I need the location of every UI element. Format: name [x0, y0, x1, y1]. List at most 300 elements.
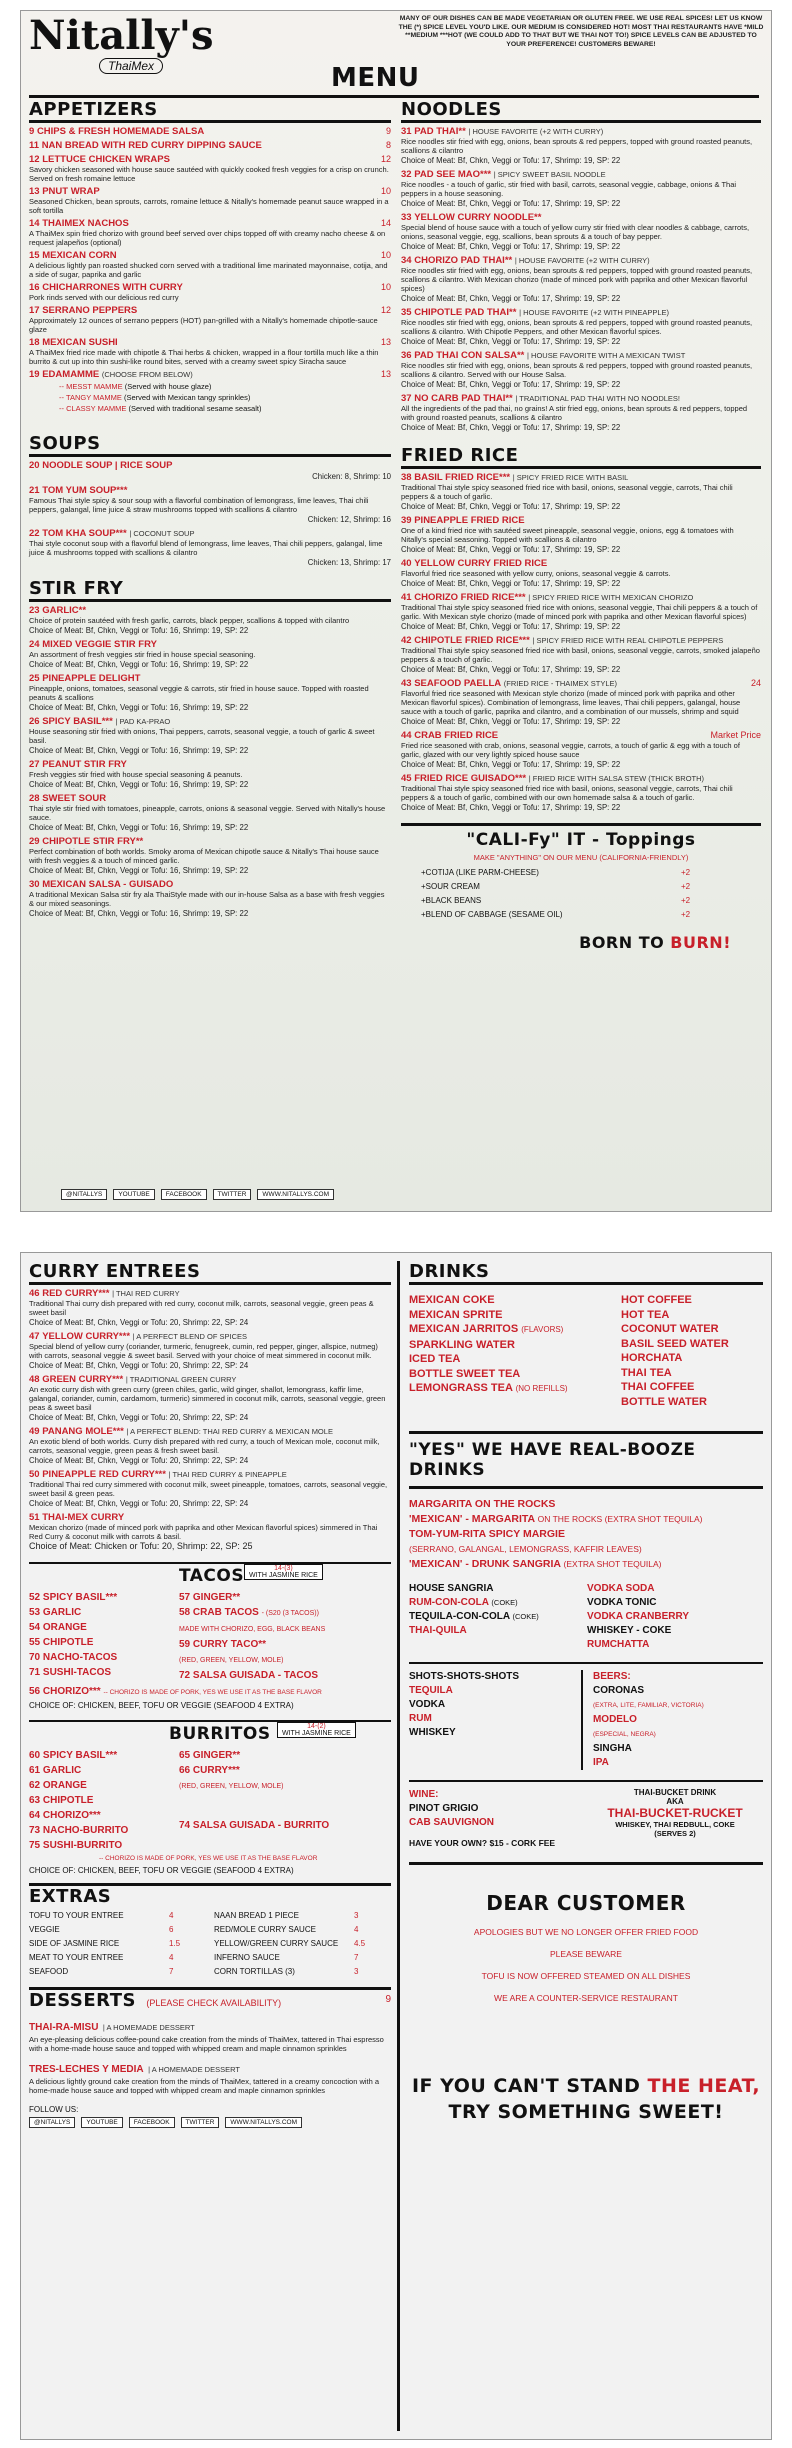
- edamame-desc: (Served with Mexican tangy sprinkles): [124, 393, 251, 402]
- item-head: [29, 250, 391, 261]
- item-tag: | PAD KA-PRAO: [115, 717, 171, 726]
- item-name: SWEET SOUR: [42, 793, 107, 804]
- menu-item: [29, 154, 391, 183]
- dish-option: [179, 1605, 389, 1621]
- soups-list: [29, 460, 391, 568]
- special-name: MARGARITA ON THE ROCKS: [409, 1498, 556, 1510]
- social-link[interactable]: WWW.NITALLYS.COM: [257, 1189, 334, 1200]
- tacos-price-box: [244, 1564, 323, 1580]
- booze-special: [409, 1557, 763, 1572]
- beers-title: BEERS:: [592, 1671, 631, 1682]
- wine-box: [409, 1788, 587, 1848]
- item-choice: Choice of Meat: Bf, Chkn, Veggi or Tofu: 17, Shrimp: 19, SP: 22: [401, 380, 621, 389]
- item-name: PINEAPPLE DELIGHT: [42, 673, 141, 684]
- beer-tag: (ESPECIAL, NEGRA): [592, 1731, 656, 1738]
- item-head: [401, 472, 761, 483]
- item-price: 12: [380, 154, 391, 164]
- drink-name: SPARKLING WATER: [409, 1338, 515, 1351]
- item-name: NAN BREAD WITH RED CURRY DIPPING SAUCE: [41, 140, 262, 151]
- dish-option: [29, 1763, 179, 1778]
- item-head: [29, 337, 391, 348]
- right-column-2: [409, 1261, 763, 2125]
- item-head: [29, 1469, 391, 1480]
- drink-item: [409, 1338, 621, 1353]
- booze-item: [409, 1596, 587, 1610]
- social-link[interactable]: TWITTER: [213, 1189, 252, 1200]
- item-name: MEXICAN CORN: [42, 250, 117, 261]
- dish-name: NACHO-BURRITO: [42, 1825, 129, 1836]
- item-choice: Choice of Meat: Bf, Chkn, Veggi or Tofu: 16, Shrimp: 19, SP: 22: [29, 660, 249, 669]
- dish-number: 60: [29, 1750, 41, 1761]
- item-head: [29, 528, 391, 539]
- menu-item: [29, 1374, 391, 1423]
- drink-tag: (FLAVORS): [521, 1325, 564, 1334]
- item-desc: Approximately 12 ounces of serrano peppers (HOT) pan-grilled with a Nitally's homemade chipotle-sauce glaze: [29, 316, 378, 334]
- item-desc: Thai style coconut soup with a flavorful blend of lemongrass, lime leaves, Thai chili peppers, galangal, lime juice & mushrooms topped with scallions & cilantro: [29, 539, 383, 557]
- item-desc: Rice noodles stir fried with egg, onions, bean sprouts & red peppers, topped with ground roasted peanuts, scallions & cilantro. With Mexican chorizo (made of minced pork with paprika and other Mexican flavorful spices): [401, 266, 753, 293]
- extra-name: SEAFOOD: [29, 1967, 69, 1976]
- dish-name: CRAB TACOS: [192, 1607, 259, 1618]
- item-desc: An assortment of fresh veggies stir fried in house special seasoning.: [29, 650, 256, 659]
- dish-option: [29, 1620, 179, 1635]
- booze-left: [409, 1582, 587, 1652]
- item-tag: | HOUSE FAVORITE (+2 WITH PINEAPPLE): [519, 308, 670, 317]
- beer-item: [593, 1756, 763, 1770]
- item-head: [401, 678, 761, 689]
- drink-item: [409, 1293, 621, 1308]
- item-name: CHORIZO FRIED RICE***: [414, 592, 526, 603]
- item-number: 35: [401, 307, 412, 318]
- menu-item: [29, 337, 391, 366]
- item-number: 48: [29, 1374, 40, 1385]
- extra-item: [29, 1923, 214, 1937]
- drink-item: HOT COFFEE: [621, 1294, 692, 1306]
- item-choice: Choice of Meat: Bf, Chkn, Veggi or Tofu: 17, Shrimp: 19, SP: 22: [401, 337, 621, 346]
- item-head: [29, 126, 391, 137]
- item-desc: Pork rinds served with our delicious red curry: [29, 293, 179, 302]
- extra-price: 1.5: [169, 1939, 181, 1948]
- desserts-price: 9: [385, 1994, 391, 2005]
- booze-rule-top: [409, 1431, 763, 1434]
- wine-list: [409, 1802, 587, 1830]
- social-link[interactable]: WWW.NITALLYS.COM: [225, 2117, 302, 2128]
- booze-special: [409, 1512, 763, 1527]
- item-choice: Choice of Meat: Bf, Chkn, Veggi or Tofu: 17, Shrimp: 19, SP: 22: [401, 622, 621, 631]
- item-choice: Choice of Meat: Bf, Chkn, Veggi or Tofu: 17, Shrimp: 19, SP: 22: [401, 156, 621, 165]
- dish-number: 71: [29, 1667, 41, 1678]
- item-choice: Choice of Meat: Bf, Chkn, Veggi or Tofu: 20, Shrimp: 22, SP: 24: [29, 1318, 249, 1327]
- extra-name: CORN TORTILLAS (3): [214, 1967, 295, 1976]
- dessert-item: [29, 2059, 391, 2095]
- item-number: 13: [29, 186, 40, 197]
- dish-option: [29, 1635, 179, 1650]
- bucket-l3: THAI-BUCKET-RUCKET: [607, 1806, 743, 1820]
- item-name: SPICY BASIL***: [42, 716, 113, 727]
- item-head: [401, 307, 761, 318]
- shot-item: WHISKEY: [409, 1727, 456, 1738]
- menu-item: [401, 126, 761, 166]
- item-number: 44: [401, 730, 412, 741]
- dish-number: 75: [29, 1840, 41, 1851]
- dish-name: SALSA GUISADA - TACOS: [192, 1670, 319, 1681]
- bucket-l2: AKA: [666, 1797, 684, 1806]
- califi-item: [421, 910, 761, 919]
- dish-option: [179, 1652, 389, 1668]
- item-tag: | HOUSE FAVORITE WITH A MEXICAN TWIST: [527, 351, 686, 360]
- item-price: 10: [380, 282, 391, 292]
- item-desc: An exotic blend of both worlds. Curry dish prepared with red curry, a touch of Mexican mole, coconut milk, carrots, seasonal veggie, green peas & fresh sweet basil.: [29, 1437, 380, 1455]
- item-tag: | SPICY FRIED RICE WITH MEXICAN CHORIZO: [528, 593, 694, 602]
- item-head: [29, 836, 391, 847]
- item-desc: Fresh veggies stir fried with house special seasoning & peanuts.: [29, 770, 243, 779]
- social-link[interactable]: @NITALLYS: [29, 2117, 75, 2128]
- tacos-protein: CHOICE OF: CHICKEN, BEEF, TOFU OR VEGGIE (SEAFOOD 4 EXTRA): [29, 1701, 294, 1710]
- menu-item: [29, 836, 391, 876]
- item-name: PINEAPPLE FRIED RICE: [414, 515, 525, 526]
- menu-item: [29, 528, 391, 568]
- edamame-list: [59, 382, 391, 413]
- extra-name: RED/MOLE CURRY SAUCE: [214, 1925, 316, 1934]
- item-name: SEAFOOD PAELLA: [414, 678, 502, 689]
- bucket-l1: THAI-BUCKET DRINK: [633, 1788, 717, 1797]
- beers-list: [593, 1684, 763, 1770]
- item-head: [401, 255, 761, 266]
- menu-item: [401, 515, 761, 555]
- dessert-name: TRES-LECHES Y MEDIA: [29, 2064, 144, 2075]
- item-number: 29: [29, 836, 40, 847]
- item-number: 22: [29, 528, 40, 539]
- social-link[interactable]: YOUTUBE: [113, 1189, 154, 1200]
- dish-option: [29, 1748, 179, 1763]
- item-number: 9: [29, 126, 35, 137]
- item-choice: Choice of Meat: Bf, Chkn, Veggi or Tofu: 16, Shrimp: 19, SP: 22: [29, 746, 249, 755]
- menu-item: [29, 250, 391, 279]
- item-head: [29, 140, 391, 151]
- menu-item: [29, 759, 391, 790]
- customer-line: PLEASE BEWARE: [550, 1949, 622, 1959]
- beer-name: SINGHA: [592, 1743, 632, 1754]
- desserts-list: [29, 2017, 391, 2095]
- item-desc: Rice noodles stir fried with egg, onions, bean sprouts & red peppers, topped with ground roasted peanuts, scallions & cilantro. Served with our House Salsa.: [401, 361, 753, 379]
- item-desc: Mexican chorizo (made of minced pork with paprika and other Mexican flavorful spices) simmered in Thai Red Curry & coconut milk with carrots & basil.: [29, 1523, 378, 1541]
- dish-option: [179, 1621, 389, 1637]
- item-choice: Chicken: 8, Shrimp: 10: [312, 472, 391, 481]
- dish-number: 52: [29, 1592, 41, 1603]
- item-price: 12: [380, 305, 391, 315]
- califi-price: +2: [681, 896, 691, 905]
- menu-item: [29, 369, 391, 380]
- wine-item: CAB SAUVIGNON: [409, 1817, 495, 1828]
- booze-item: VODKA SODA: [587, 1583, 655, 1594]
- booze-special: [409, 1497, 763, 1512]
- booze-grid: [409, 1582, 763, 1652]
- item-number: 19: [29, 369, 40, 380]
- beer-item: [593, 1684, 763, 1713]
- special-name: 'MEXICAN' - DRUNK SANGRIA: [409, 1558, 561, 1570]
- item-tag: | SPICY FRIED RICE WITH REAL CHIPOTLE PEPPERS: [532, 636, 724, 645]
- byo-note: HAVE YOUR OWN? $15 - CORK FEE: [409, 1838, 556, 1848]
- footer-links-2: [29, 2117, 391, 2128]
- item-number: 51: [29, 1512, 40, 1523]
- drink-item: HOT TEA: [621, 1308, 670, 1321]
- menu-item: [29, 305, 391, 334]
- menu-item: [29, 485, 391, 525]
- menu-item: [401, 169, 761, 209]
- dish-number: 64: [29, 1810, 41, 1821]
- stirfry-title: STIR FRY: [29, 578, 124, 599]
- tacos-right: [179, 1590, 389, 1683]
- califi-name: +BLEND OF CABBAGE (SESAME OIL): [421, 910, 563, 919]
- shots-beers: [409, 1662, 763, 1770]
- item-desc: Traditional Thai style spicy seasoned fried rice with basil, onions, seasonal veggie, carrots, Thai chili peppers & a touch of garlic.: [401, 483, 733, 501]
- burritos-salsa: 74 SALSA GUISADA - BURRITO: [179, 1820, 330, 1831]
- item-desc: Seasoned Chicken, bean sprouts, carrots, romaine lettuce & Nitally's homemade peanut sauce wrapped in a soft tortilla: [29, 197, 389, 215]
- social-link[interactable]: TWITTER: [181, 2117, 220, 2128]
- item-desc: A traditional Mexican Salsa stir fry ala ThaiStyle made with our in-house Salsa as a base with fresh veggies & our mixed seasonings.: [29, 890, 385, 908]
- social-link[interactable]: FACEBOOK: [161, 1189, 207, 1200]
- item-price: 10: [380, 186, 391, 196]
- tacos-left: [29, 1590, 179, 1683]
- booze-title: "YES" WE HAVE REAL-BOOZE DRINKS: [409, 1440, 696, 1480]
- special-name: 'MEXICAN' - MARGARITA: [409, 1513, 535, 1525]
- item-desc: Thai style stir fried with tomatoes, pineapple, carrots, onions & seasonal veggie. Served with Nitally's house sauce.: [29, 804, 386, 822]
- beer-name: IPA: [592, 1757, 609, 1768]
- menu-item: [29, 793, 391, 833]
- extra-item: [29, 1965, 214, 1979]
- social-link[interactable]: YOUTUBE: [81, 2117, 122, 2128]
- desserts-title: DESSERTS: [29, 1990, 136, 2011]
- customer-title: DEAR CUSTOMER: [486, 1891, 686, 1915]
- menu-item: [29, 605, 391, 636]
- extra-name: NAAN BREAD 1 PIECE: [214, 1911, 299, 1920]
- heat-l2: TRY SOMETHING SWEET!: [448, 2101, 724, 2123]
- califi-list: [401, 868, 761, 919]
- appetizers-list: [29, 126, 391, 380]
- item-desc: Traditional Thai curry dish prepared with red curry, coconut milk, carrots, seasonal veggie, green peas & sweet basil: [29, 1299, 374, 1317]
- extra-item: [214, 1965, 391, 1979]
- item-choice: Choice of Meat: Bf, Chkn, Veggi or Tofu: 17, Shrimp: 19, SP: 22: [401, 760, 621, 769]
- tacos-chorizo: [29, 1686, 391, 1697]
- item-name: MEXICAN SUSHI: [42, 337, 118, 348]
- item-head: [401, 773, 761, 784]
- item-number: 18: [29, 337, 40, 348]
- dish-sub: MADE WITH CHORIZO, EGG, BLACK BEANS: [179, 1626, 326, 1633]
- stirfry-rule: [29, 599, 391, 602]
- beer-name: CORONAS: [592, 1685, 645, 1696]
- soups-title: SOUPS: [29, 433, 101, 454]
- customer-rule: [409, 1862, 763, 1865]
- dish-number: 63: [29, 1795, 41, 1806]
- item-name: CHIPOTLE STIR FRY**: [42, 836, 144, 847]
- item-name: GREEN CURRY***: [42, 1374, 124, 1385]
- item-name: FRIED RICE GUISADO***: [414, 773, 527, 784]
- item-name: PAD SEE MAO***: [414, 169, 492, 180]
- dish-name: GINGER**: [192, 1592, 241, 1603]
- menu-item: [401, 212, 761, 252]
- item-desc: All the ingredients of the pad thai, no grains! A stir fried egg, onions, bean sprouts & red peppers, topped with ground roasted peanuts, scallions & cilantro: [401, 404, 748, 422]
- item-number: 39: [401, 515, 412, 526]
- item-number: 36: [401, 350, 412, 361]
- tacos-price: 14-(3): [274, 1565, 293, 1572]
- item-choice: Choice of Meat: Bf, Chkn, Veggi or Tofu: 17, Shrimp: 19, SP: 22: [401, 579, 621, 588]
- dish-name: CHIPOTLE: [42, 1637, 94, 1648]
- header-rule: [29, 95, 759, 98]
- dessert-item: [29, 2017, 391, 2053]
- item-choice: Choice of Meat: Bf, Chkn, Veggi or Tofu: 20, Shrimp: 22, SP: 24: [29, 1413, 249, 1422]
- burritos-right-wrap: [179, 1748, 389, 1853]
- dish-option: [29, 1665, 179, 1680]
- extra-price: 7: [354, 1953, 359, 1962]
- califi-name: +SOUR CREAM: [421, 882, 480, 891]
- heat-l1a: IF YOU CAN'T STAND: [411, 2075, 648, 2097]
- dish-option: [29, 1778, 179, 1793]
- booze-name: HOUSE SANGRIA: [409, 1583, 494, 1594]
- item-number: 23: [29, 605, 40, 616]
- dish-option: [179, 1778, 389, 1794]
- item-desc: Traditional Thai style spicy seasoned fried rice with basil, onions, seasonal veggie, carrots, Thai chili peppers & a touch of garlic, combined with our own homemade salsa & a touch of garlic.: [401, 784, 733, 802]
- customer-lines: [409, 1927, 763, 2003]
- social-link[interactable]: FACEBOOK: [129, 2117, 175, 2128]
- booze-item: [409, 1624, 587, 1638]
- tacos-header: [29, 1562, 391, 1586]
- brand-sub: ThaiMex: [99, 58, 163, 74]
- burritos-price-box: [277, 1722, 356, 1738]
- left-column: [29, 99, 391, 919]
- dish-number: 73: [29, 1825, 41, 1836]
- dish-name: CURRY***: [192, 1765, 240, 1776]
- booze-name: THAI-QUILA: [409, 1625, 467, 1636]
- item-head: [29, 305, 391, 316]
- tacos-title: TACOS: [179, 1566, 245, 1586]
- item-name: MEXICAN SALSA - GUISADO: [42, 879, 174, 890]
- heat-l1b: THE HEAT,: [647, 2075, 761, 2097]
- dessert-desc: A delicious lightly ground cake creation from the minds of ThaiMex, tattered in a creamy concoction with a home-made house sauce and topped with whipped cream and maple cinnamon sprinkles: [29, 2077, 380, 2095]
- item-tag: | THAI RED CURRY & PINEAPPLE: [168, 1470, 287, 1479]
- social-link[interactable]: @NITALLYS: [61, 1189, 107, 1200]
- item-tag: | A PERFECT BLEND OF SPICES: [132, 1332, 247, 1341]
- item-number: 30: [29, 879, 40, 890]
- beers-box: [581, 1670, 763, 1770]
- item-name: PNUT WRAP: [42, 186, 100, 197]
- special-tag: ON THE ROCKS (EXTRA SHOT TEQUILA): [537, 1514, 703, 1524]
- califi-name: +COTIJA (LIKE PARM-CHEESE): [421, 868, 539, 877]
- item-name: CHICHARRONES WITH CURRY: [42, 282, 183, 293]
- booze-item: VODKA CRANBERRY: [587, 1611, 690, 1622]
- item-head: [29, 639, 391, 650]
- item-number: 42: [401, 635, 412, 646]
- beer-tag: (EXTRA, LITE, FAMILIAR, VICTORIA): [592, 1702, 704, 1709]
- item-head: [401, 126, 761, 137]
- dish-name: CHORIZO***: [42, 1810, 101, 1821]
- menu-item: [401, 255, 761, 304]
- menu-item: [401, 592, 761, 632]
- dessert-tag: | A HOMEMADE DESSERT: [148, 2065, 240, 2074]
- dish-option: [29, 1838, 179, 1853]
- item-name: THAI-MEX CURRY: [42, 1512, 125, 1523]
- item-head: [29, 673, 391, 684]
- item-name: PANANG MOLE***: [42, 1426, 124, 1437]
- extras-grid: [29, 1909, 391, 1979]
- item-head: [29, 793, 391, 804]
- dish-number: 53: [29, 1607, 41, 1618]
- item-head: [29, 879, 391, 890]
- item-choice: Chicken: 12, Shrimp: 16: [307, 515, 391, 524]
- item-tag: | FRIED RICE WITH SALSA STEW (THICK BROTH): [528, 774, 705, 783]
- tagline-part1: BORN TO: [579, 933, 671, 952]
- shot-item: VODKA: [409, 1699, 446, 1710]
- friedrice-title: FRIED RICE: [401, 445, 519, 466]
- item-price: 9: [385, 126, 391, 136]
- burritos-left: [29, 1748, 179, 1853]
- dish-name: ORANGE: [42, 1780, 87, 1791]
- special-tag: (SERRANO, GALANGAL, LEMONGRASS, KAFFIR LEAVES): [409, 1544, 642, 1554]
- curry-list: [29, 1288, 391, 1552]
- item-number: 34: [401, 255, 412, 266]
- dish-name: SUSHI-BURRITO: [42, 1840, 123, 1851]
- desserts-header: [29, 1990, 391, 2011]
- item-desc: A delicious lightly pan roasted shucked corn served with a traditional lime marinated mayonnaise, cotija, and a side of sugar, paprika and garlic: [29, 261, 388, 279]
- drink-item: THAI TEA: [621, 1366, 672, 1379]
- burritos-with: WITH JASMINE RICE: [282, 1730, 351, 1737]
- edamame-name: -- TANGY MAMME: [59, 393, 122, 402]
- drink-name: MEXICAN COKE: [409, 1294, 495, 1306]
- menu-item: [29, 716, 391, 756]
- bucket-box: [587, 1788, 763, 1848]
- heat-tagline: [409, 2073, 763, 2125]
- item-number: 32: [401, 169, 412, 180]
- dish-option: [29, 1808, 179, 1823]
- item-choice: Choice of Meat: Bf, Chkn, Veggi or Tofu: 20, Shrimp: 22, SP: 24: [29, 1361, 249, 1370]
- dish-number: 57: [179, 1592, 191, 1603]
- dish-sub: - (S20 (3 TACOS)): [261, 1610, 319, 1617]
- item-head: [401, 730, 761, 741]
- dish-name: SUSHI-TACOS: [42, 1667, 112, 1678]
- extra-price: 4.5: [354, 1939, 366, 1948]
- customer-line: TOFU IS NOW OFFERED STEAMED ON ALL DISHES: [481, 1971, 691, 1981]
- booze-tag: (COKE): [512, 1612, 539, 1621]
- drinks-title: DRINKS: [409, 1261, 490, 1282]
- extra-price: 7: [169, 1967, 174, 1976]
- califi-rule: [401, 823, 761, 826]
- dish-option: [179, 1668, 389, 1683]
- appetizers-rule: [29, 120, 391, 123]
- menu-item: [401, 773, 761, 813]
- customer-line: APOLOGIES BUT WE NO LONGER OFFER FRIED FOOD: [473, 1927, 699, 1937]
- booze-item: RUMCHATTA: [587, 1639, 650, 1650]
- item-desc: A ThaiMex spin fried chorizo with ground beef served over chips topped off with creamy nacho cheese & on request jalapeños (optional): [29, 229, 386, 247]
- booze-name: TEQUILA-CON-COLA: [409, 1611, 510, 1622]
- item-number: 20: [29, 460, 40, 471]
- item-choice: Choice of Meat: Bf, Chkn, Veggi or Tofu: 16, Shrimp: 19, SP: 22: [29, 823, 249, 832]
- item-number: 21: [29, 485, 40, 496]
- item-number: 11: [29, 140, 40, 151]
- shots-title: SHOTS-SHOTS-SHOTS: [409, 1671, 520, 1682]
- dish-number: 70: [29, 1652, 41, 1663]
- item-price: 14: [380, 218, 391, 228]
- wine-bucket: [409, 1780, 763, 1848]
- califi-price: +2: [681, 910, 691, 919]
- booze-name: RUM-CON-COLA: [409, 1597, 489, 1608]
- item-choice: Choice of Meat: Bf, Chkn, Veggi or Tofu: 20, Shrimp: 22, SP: 24: [29, 1456, 249, 1465]
- wine-item: PINOT GRIGIO: [409, 1803, 479, 1814]
- bucket-l5: (SERVES 2): [654, 1829, 696, 1838]
- extra-item: [29, 1909, 214, 1923]
- califi-name: +BLACK BEANS: [421, 896, 482, 905]
- item-number: 38: [401, 472, 412, 483]
- stirfry-list: [29, 605, 391, 919]
- drink-item: BOTTLE WATER: [621, 1395, 707, 1408]
- curry-title: CURRY ENTREES: [29, 1261, 201, 1282]
